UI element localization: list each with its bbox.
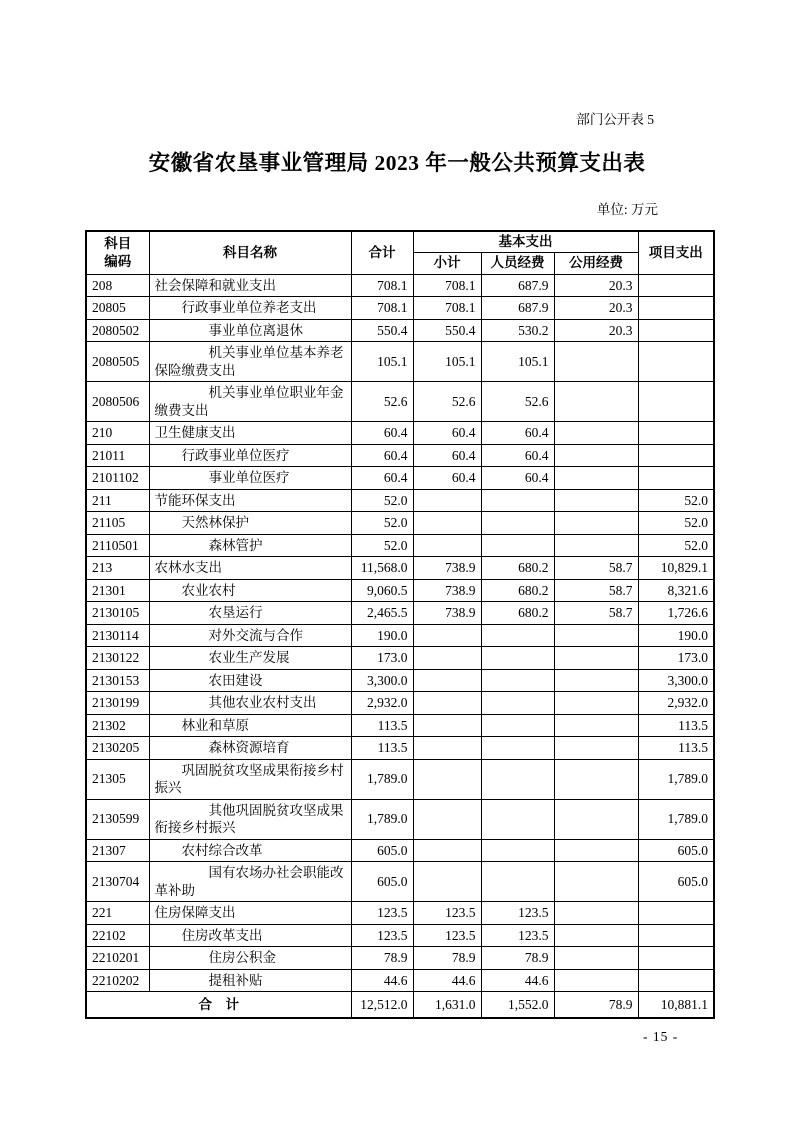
project-cell: 52.0 <box>638 534 714 557</box>
table-row <box>86 467 714 490</box>
project-cell <box>638 467 714 490</box>
subtotal-cell <box>413 534 481 557</box>
table-row <box>86 422 714 445</box>
table-row <box>86 714 714 737</box>
subject-code-cell: 213 <box>86 557 149 580</box>
subject-code-cell: 2130599 <box>86 799 149 839</box>
table-header <box>86 231 714 274</box>
table-row <box>86 862 714 902</box>
project-cell <box>638 969 714 992</box>
personnel-cell: 530.2 <box>481 319 554 342</box>
subtotal-cell <box>413 759 481 799</box>
subject-code-cell: 21302 <box>86 714 149 737</box>
table-row <box>86 799 714 839</box>
project-cell: 173.0 <box>638 647 714 670</box>
personnel-cell <box>481 624 554 647</box>
personnel-cell: 60.4 <box>481 444 554 467</box>
subject-code-cell: 221 <box>86 902 149 925</box>
project-cell <box>638 342 714 382</box>
col-header-subject-code <box>86 231 149 274</box>
col-header-subject-name: 科目名称 <box>149 231 351 274</box>
public-cell: 20.3 <box>554 297 638 320</box>
col-header-subject-code-line1: 科目 <box>104 236 132 252</box>
subject-name-cell: 巩固脱贫攻坚成果衔接乡村振兴 <box>149 759 351 799</box>
subtotal-cell <box>413 799 481 839</box>
total-cell: 113.5 <box>351 737 413 760</box>
page-number: - 15 - <box>643 1029 679 1044</box>
grand-total-subtotal-cell: 1,631.0 <box>413 992 481 1019</box>
subject-name-cell: 住房保障支出 <box>149 902 351 925</box>
subject-name-cell: 农垦运行 <box>149 602 351 625</box>
project-cell: 1,789.0 <box>638 799 714 839</box>
subject-code-cell: 2080506 <box>86 382 149 422</box>
subject-code-cell: 20805 <box>86 297 149 320</box>
total-cell: 60.4 <box>351 467 413 490</box>
subtotal-cell: 44.6 <box>413 969 481 992</box>
public-cell <box>554 799 638 839</box>
personnel-cell <box>481 714 554 737</box>
personnel-cell <box>481 534 554 557</box>
public-cell <box>554 489 638 512</box>
subject-name-cell: 林业和草原 <box>149 714 351 737</box>
subject-name-cell: 天然林保护 <box>149 512 351 535</box>
col-header-subject-code-line2: 编码 <box>104 253 132 269</box>
table-row <box>86 969 714 992</box>
subject-code-cell: 21301 <box>86 579 149 602</box>
subject-code-cell: 2130153 <box>86 669 149 692</box>
public-cell <box>554 924 638 947</box>
project-cell: 3,300.0 <box>638 669 714 692</box>
page-title: 安徽省农垦事业管理局 2023 年一般公共预算支出表 <box>148 151 646 175</box>
project-cell: 113.5 <box>638 714 714 737</box>
subject-code-cell: 211 <box>86 489 149 512</box>
subject-code-cell: 2210201 <box>86 947 149 970</box>
public-cell: 58.7 <box>554 579 638 602</box>
subject-name-cell: 对外交流与合作 <box>149 624 351 647</box>
total-cell: 1,789.0 <box>351 799 413 839</box>
subject-code-cell: 2130105 <box>86 602 149 625</box>
public-cell <box>554 342 638 382</box>
total-cell: 1,789.0 <box>351 759 413 799</box>
subject-code-cell: 2210202 <box>86 969 149 992</box>
subtotal-cell: 60.4 <box>413 467 481 490</box>
subtotal-cell <box>413 862 481 902</box>
public-cell <box>554 534 638 557</box>
project-cell: 190.0 <box>638 624 714 647</box>
subject-name-cell: 提租补贴 <box>149 969 351 992</box>
public-cell <box>554 382 638 422</box>
subtotal-cell: 123.5 <box>413 902 481 925</box>
grand-total-personnel-cell: 1,552.0 <box>481 992 554 1019</box>
table-row <box>86 737 714 760</box>
col-header-basic-expenditure: 基本支出 <box>413 231 638 252</box>
total-cell: 52.0 <box>351 489 413 512</box>
table-row <box>86 692 714 715</box>
subtotal-cell: 708.1 <box>413 297 481 320</box>
subject-code-cell: 2110501 <box>86 534 149 557</box>
unit-note: 单位: 万元 <box>596 202 658 217</box>
table-row <box>86 297 714 320</box>
personnel-cell: 123.5 <box>481 924 554 947</box>
total-cell: 605.0 <box>351 862 413 902</box>
subject-code-cell: 2130205 <box>86 737 149 760</box>
subtotal-cell <box>413 624 481 647</box>
total-cell: 605.0 <box>351 839 413 862</box>
subtotal-cell: 78.9 <box>413 947 481 970</box>
project-cell: 605.0 <box>638 862 714 902</box>
personnel-cell: 687.9 <box>481 297 554 320</box>
subject-name-cell: 行政事业单位医疗 <box>149 444 351 467</box>
personnel-cell <box>481 862 554 902</box>
public-cell: 20.3 <box>554 274 638 297</box>
total-cell: 173.0 <box>351 647 413 670</box>
project-cell: 1,726.6 <box>638 602 714 625</box>
subtotal-cell: 738.9 <box>413 579 481 602</box>
personnel-cell <box>481 799 554 839</box>
subject-name-cell: 农林水支出 <box>149 557 351 580</box>
project-cell: 10,829.1 <box>638 557 714 580</box>
project-cell: 2,932.0 <box>638 692 714 715</box>
personnel-cell <box>481 737 554 760</box>
total-cell: 550.4 <box>351 319 413 342</box>
personnel-cell: 52.6 <box>481 382 554 422</box>
table-row <box>86 647 714 670</box>
subtotal-cell <box>413 489 481 512</box>
total-cell: 52.0 <box>351 512 413 535</box>
table-row <box>86 557 714 580</box>
subject-name-cell: 农业生产发展 <box>149 647 351 670</box>
public-cell: 58.7 <box>554 602 638 625</box>
public-cell <box>554 692 638 715</box>
subject-name-cell: 农村综合改革 <box>149 839 351 862</box>
table-row <box>86 534 714 557</box>
table-row <box>86 924 714 947</box>
col-header-personnel-funds: 人员经费 <box>481 252 554 274</box>
table-row <box>86 382 714 422</box>
project-cell: 52.0 <box>638 489 714 512</box>
public-cell <box>554 422 638 445</box>
subtotal-cell: 52.6 <box>413 382 481 422</box>
subject-code-cell: 2080502 <box>86 319 149 342</box>
personnel-cell <box>481 692 554 715</box>
project-cell <box>638 947 714 970</box>
project-cell: 1,789.0 <box>638 759 714 799</box>
public-cell <box>554 947 638 970</box>
total-cell: 2,932.0 <box>351 692 413 715</box>
total-cell: 708.1 <box>351 297 413 320</box>
subject-name-cell: 森林管护 <box>149 534 351 557</box>
project-cell <box>638 902 714 925</box>
total-cell: 44.6 <box>351 969 413 992</box>
total-cell: 190.0 <box>351 624 413 647</box>
public-cell <box>554 969 638 992</box>
public-cell <box>554 512 638 535</box>
public-cell <box>554 669 638 692</box>
table-row <box>86 759 714 799</box>
total-cell: 11,568.0 <box>351 557 413 580</box>
subtotal-cell <box>413 647 481 670</box>
public-cell <box>554 902 638 925</box>
project-cell: 8,321.6 <box>638 579 714 602</box>
total-cell: 3,300.0 <box>351 669 413 692</box>
table-row <box>86 512 714 535</box>
public-cell <box>554 759 638 799</box>
subject-name-cell: 行政事业单位养老支出 <box>149 297 351 320</box>
project-cell: 113.5 <box>638 737 714 760</box>
total-cell: 60.4 <box>351 422 413 445</box>
public-cell <box>554 467 638 490</box>
subject-name-cell: 机关事业单位职业年金缴费支出 <box>149 382 351 422</box>
public-cell <box>554 839 638 862</box>
total-cell: 60.4 <box>351 444 413 467</box>
subject-name-cell: 社会保障和就业支出 <box>149 274 351 297</box>
subtotal-cell: 60.4 <box>413 422 481 445</box>
project-cell <box>638 297 714 320</box>
personnel-cell: 60.4 <box>481 467 554 490</box>
subject-name-cell: 住房公积金 <box>149 947 351 970</box>
public-cell <box>554 624 638 647</box>
doc-label: 部门公开表 5 <box>576 112 654 127</box>
subtotal-cell: 550.4 <box>413 319 481 342</box>
grand-total-project-cell: 10,881.1 <box>638 992 714 1019</box>
subtotal-cell <box>413 669 481 692</box>
subject-code-cell: 21307 <box>86 839 149 862</box>
total-cell: 9,060.5 <box>351 579 413 602</box>
personnel-cell: 687.9 <box>481 274 554 297</box>
total-cell: 708.1 <box>351 274 413 297</box>
col-header-public-funds: 公用经费 <box>554 252 638 274</box>
subtotal-cell <box>413 839 481 862</box>
grand-total-public-cell: 78.9 <box>554 992 638 1019</box>
subject-code-cell: 2130199 <box>86 692 149 715</box>
total-cell: 2,465.5 <box>351 602 413 625</box>
personnel-cell <box>481 669 554 692</box>
personnel-cell <box>481 759 554 799</box>
subject-code-cell: 22102 <box>86 924 149 947</box>
subject-code-cell: 208 <box>86 274 149 297</box>
table-row <box>86 602 714 625</box>
project-cell <box>638 319 714 342</box>
subject-name-cell: 事业单位医疗 <box>149 467 351 490</box>
personnel-cell: 680.2 <box>481 602 554 625</box>
project-cell <box>638 274 714 297</box>
table-row <box>86 274 714 297</box>
table-row <box>86 624 714 647</box>
personnel-cell: 60.4 <box>481 422 554 445</box>
subtotal-cell: 738.9 <box>413 557 481 580</box>
table-row <box>86 444 714 467</box>
subtotal-cell <box>413 692 481 715</box>
public-cell <box>554 862 638 902</box>
table-row <box>86 839 714 862</box>
table-row <box>86 489 714 512</box>
table-row <box>86 579 714 602</box>
subtotal-cell <box>413 512 481 535</box>
col-header-project-expenditure: 项目支出 <box>638 231 714 274</box>
personnel-cell: 123.5 <box>481 902 554 925</box>
subtotal-cell: 105.1 <box>413 342 481 382</box>
table-row <box>86 902 714 925</box>
personnel-cell: 105.1 <box>481 342 554 382</box>
total-cell: 123.5 <box>351 902 413 925</box>
grand-total-row <box>86 992 714 1019</box>
table-row <box>86 947 714 970</box>
subtotal-cell <box>413 737 481 760</box>
subject-name-cell: 森林资源培育 <box>149 737 351 760</box>
public-cell <box>554 444 638 467</box>
col-header-total: 合计 <box>351 231 413 274</box>
subject-code-cell: 21305 <box>86 759 149 799</box>
subtotal-cell: 123.5 <box>413 924 481 947</box>
project-cell: 52.0 <box>638 512 714 535</box>
personnel-cell <box>481 839 554 862</box>
project-cell <box>638 382 714 422</box>
table-row <box>86 669 714 692</box>
personnel-cell <box>481 647 554 670</box>
subject-name-cell: 节能环保支出 <box>149 489 351 512</box>
subject-name-cell: 其他巩固脱贫攻坚成果衔接乡村振兴 <box>149 799 351 839</box>
subject-name-cell: 机关事业单位基本养老保险缴费支出 <box>149 342 351 382</box>
subject-code-cell: 2130704 <box>86 862 149 902</box>
personnel-cell: 680.2 <box>481 579 554 602</box>
subject-code-cell: 2101102 <box>86 467 149 490</box>
budget-table <box>85 230 715 1019</box>
subject-name-cell: 其他农业农村支出 <box>149 692 351 715</box>
subject-name-cell: 卫生健康支出 <box>149 422 351 445</box>
subtotal-cell: 708.1 <box>413 274 481 297</box>
subject-name-cell: 国有农场办社会职能改革补助 <box>149 862 351 902</box>
subject-code-cell: 2130122 <box>86 647 149 670</box>
personnel-cell: 44.6 <box>481 969 554 992</box>
public-cell: 20.3 <box>554 319 638 342</box>
total-cell: 78.9 <box>351 947 413 970</box>
project-cell <box>638 422 714 445</box>
subject-name-cell: 农业农村 <box>149 579 351 602</box>
personnel-cell <box>481 512 554 535</box>
total-cell: 52.0 <box>351 534 413 557</box>
project-cell: 605.0 <box>638 839 714 862</box>
col-header-subtotal: 小计 <box>413 252 481 274</box>
total-cell: 123.5 <box>351 924 413 947</box>
subject-name-cell: 农田建设 <box>149 669 351 692</box>
subtotal-cell: 60.4 <box>413 444 481 467</box>
subject-code-cell: 2080505 <box>86 342 149 382</box>
total-cell: 52.6 <box>351 382 413 422</box>
total-cell: 113.5 <box>351 714 413 737</box>
public-cell <box>554 647 638 670</box>
subject-code-cell: 21105 <box>86 512 149 535</box>
subject-code-cell: 210 <box>86 422 149 445</box>
table-row <box>86 319 714 342</box>
total-cell: 105.1 <box>351 342 413 382</box>
public-cell: 58.7 <box>554 557 638 580</box>
table-body <box>86 274 714 992</box>
personnel-cell: 680.2 <box>481 557 554 580</box>
subject-code-cell: 2130114 <box>86 624 149 647</box>
project-cell <box>638 444 714 467</box>
grand-total-label: 合 计 <box>86 992 351 1019</box>
public-cell <box>554 737 638 760</box>
subject-name-cell: 住房改革支出 <box>149 924 351 947</box>
subtotal-cell: 738.9 <box>413 602 481 625</box>
subject-name-cell: 事业单位离退休 <box>149 319 351 342</box>
project-cell <box>638 924 714 947</box>
subtotal-cell <box>413 714 481 737</box>
table-row <box>86 342 714 382</box>
personnel-cell <box>481 489 554 512</box>
public-cell <box>554 714 638 737</box>
personnel-cell: 78.9 <box>481 947 554 970</box>
subject-code-cell: 21011 <box>86 444 149 467</box>
grand-total-total-cell: 12,512.0 <box>351 992 413 1019</box>
